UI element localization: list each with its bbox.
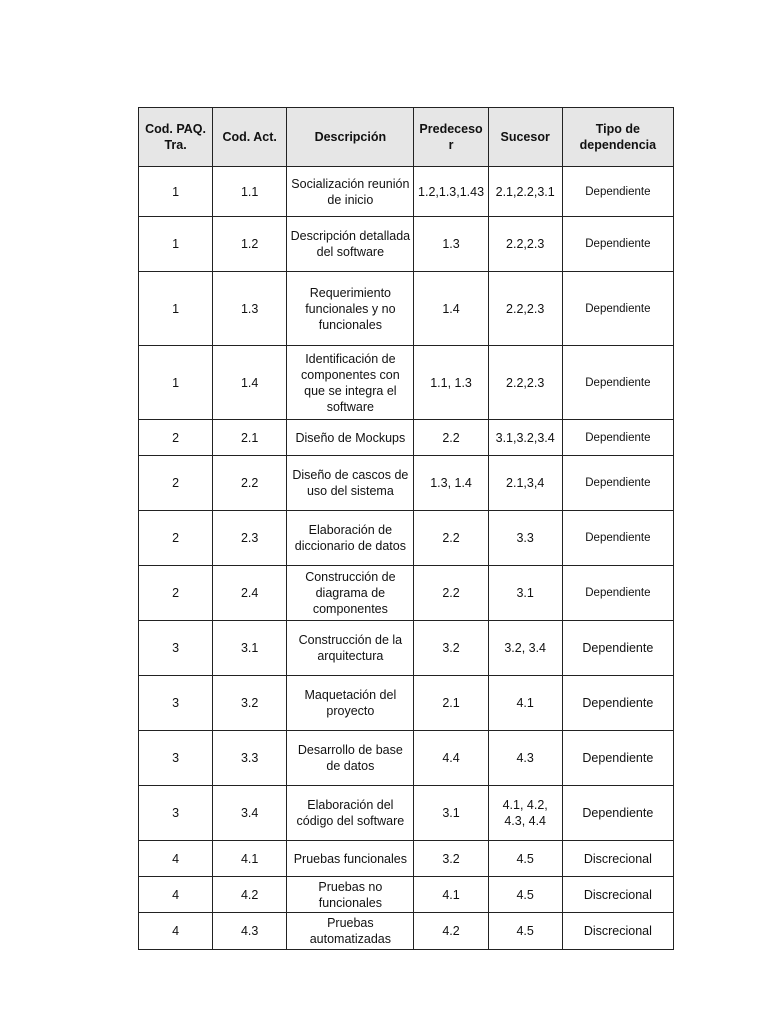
cell-sucesor: 2.1,2.2,3.1: [488, 167, 562, 217]
cell-sucesor: 2.2,2.3: [488, 272, 562, 346]
cell-tipo-dependencia: Dependiente: [562, 420, 673, 456]
cell-cod-paq: 3: [139, 731, 213, 786]
table-row: [139, 731, 674, 786]
header-sucesor: Sucesor: [488, 108, 562, 167]
cell-descripcion: Elaboración del código del software: [287, 786, 414, 841]
cell-descripcion: Socialización reunión de inicio: [287, 167, 414, 217]
cell-cod-act: 3.4: [213, 786, 287, 841]
cell-descripcion: Diseño de cascos de uso del sistema: [287, 456, 414, 511]
activities-table: [138, 107, 674, 950]
cell-cod-act: 1.2: [213, 217, 287, 272]
header-cod-act: Cod. Act.: [213, 108, 287, 167]
cell-cod-paq: 2: [139, 566, 213, 621]
cell-descripcion: Construcción de diagrama de componentes: [287, 566, 414, 621]
cell-predecesor: 1.3, 1.4: [414, 456, 488, 511]
table-row: [139, 167, 674, 217]
cell-sucesor: 2.2,2.3: [488, 217, 562, 272]
cell-sucesor: 4.1: [488, 676, 562, 731]
cell-cod-paq: 1: [139, 167, 213, 217]
cell-cod-act: 1.3: [213, 272, 287, 346]
cell-cod-act: 4.3: [213, 913, 287, 950]
cell-predecesor: 1.3: [414, 217, 488, 272]
cell-tipo-dependencia: Dependiente: [562, 511, 673, 566]
table-row: [139, 786, 674, 841]
cell-sucesor: 4.5: [488, 841, 562, 877]
cell-descripcion: Pruebas automatizadas: [287, 913, 414, 950]
cell-tipo-dependencia: Dependiente: [562, 167, 673, 217]
cell-cod-paq: 2: [139, 420, 213, 456]
table-row: [139, 841, 674, 877]
table-row: [139, 676, 674, 731]
table-header: [139, 108, 674, 167]
cell-cod-act: 3.1: [213, 621, 287, 676]
cell-tipo-dependencia: Dependiente: [562, 621, 673, 676]
cell-cod-act: 1.4: [213, 346, 287, 420]
cell-cod-act: 2.2: [213, 456, 287, 511]
cell-descripcion: Pruebas no funcionales: [287, 877, 414, 913]
cell-cod-paq: 2: [139, 511, 213, 566]
cell-cod-act: 2.3: [213, 511, 287, 566]
cell-predecesor: 4.1: [414, 877, 488, 913]
cell-descripcion: Diseño de Mockups: [287, 420, 414, 456]
cell-cod-act: 4.2: [213, 877, 287, 913]
table-row: [139, 420, 674, 456]
header-row: [139, 108, 674, 167]
cell-sucesor: 4.1, 4.2, 4.3, 4.4: [488, 786, 562, 841]
cell-tipo-dependencia: Discrecional: [562, 877, 673, 913]
cell-predecesor: 3.1: [414, 786, 488, 841]
cell-sucesor: 3.1: [488, 566, 562, 621]
cell-cod-act: 2.1: [213, 420, 287, 456]
table-row: [139, 621, 674, 676]
cell-cod-paq: 1: [139, 217, 213, 272]
table-row: [139, 456, 674, 511]
cell-descripcion: Maquetación del proyecto: [287, 676, 414, 731]
cell-sucesor: 4.5: [488, 877, 562, 913]
cell-predecesor: 3.2: [414, 621, 488, 676]
cell-descripcion: Pruebas funcionales: [287, 841, 414, 877]
cell-predecesor: 2.2: [414, 566, 488, 621]
cell-sucesor: 3.2, 3.4: [488, 621, 562, 676]
cell-cod-act: 3.2: [213, 676, 287, 731]
cell-sucesor: 3.3: [488, 511, 562, 566]
cell-descripcion: Construcción de la arquitectura: [287, 621, 414, 676]
cell-tipo-dependencia: Dependiente: [562, 786, 673, 841]
cell-cod-act: 1.1: [213, 167, 287, 217]
cell-tipo-dependencia: Dependiente: [562, 456, 673, 511]
cell-tipo-dependencia: Dependiente: [562, 731, 673, 786]
table-row: [139, 566, 674, 621]
header-cod-paq: Cod. PAQ. Tra.: [139, 108, 213, 167]
cell-sucesor: 3.1,3.2,3.4: [488, 420, 562, 456]
cell-cod-paq: 1: [139, 272, 213, 346]
cell-descripcion: Elaboración de diccionario de datos: [287, 511, 414, 566]
cell-predecesor: 2.1: [414, 676, 488, 731]
cell-sucesor: 4.3: [488, 731, 562, 786]
cell-cod-paq: 4: [139, 841, 213, 877]
cell-tipo-dependencia: Dependiente: [562, 676, 673, 731]
cell-predecesor: 1.2,1.3,1.43: [414, 167, 488, 217]
cell-cod-paq: 3: [139, 676, 213, 731]
table-body: [139, 167, 674, 950]
table-row: [139, 217, 674, 272]
cell-descripcion: Desarrollo de base de datos: [287, 731, 414, 786]
cell-cod-paq: 4: [139, 877, 213, 913]
cell-cod-paq: 1: [139, 346, 213, 420]
cell-predecesor: 2.2: [414, 511, 488, 566]
table-row: [139, 913, 674, 950]
header-tipo-dependencia: Tipo de dependencia: [562, 108, 673, 167]
cell-predecesor: 4.4: [414, 731, 488, 786]
cell-tipo-dependencia: Dependiente: [562, 566, 673, 621]
table-row: [139, 346, 674, 420]
table-row: [139, 272, 674, 346]
cell-cod-paq: 3: [139, 786, 213, 841]
cell-tipo-dependencia: Dependiente: [562, 272, 673, 346]
cell-descripcion: Requerimiento funcionales y no funcionales: [287, 272, 414, 346]
cell-cod-act: 3.3: [213, 731, 287, 786]
cell-predecesor: 2.2: [414, 420, 488, 456]
table-row: [139, 877, 674, 913]
cell-sucesor: 4.5: [488, 913, 562, 950]
cell-cod-act: 2.4: [213, 566, 287, 621]
cell-tipo-dependencia: Dependiente: [562, 217, 673, 272]
cell-cod-paq: 2: [139, 456, 213, 511]
header-descripcion: Descripción: [287, 108, 414, 167]
cell-tipo-dependencia: Discrecional: [562, 913, 673, 950]
cell-descripcion: Descripción detallada del software: [287, 217, 414, 272]
cell-predecesor: 4.2: [414, 913, 488, 950]
cell-tipo-dependencia: Discrecional: [562, 841, 673, 877]
cell-descripcion: Identificación de componentes con que se integra el software: [287, 346, 414, 420]
cell-predecesor: 1.1, 1.3: [414, 346, 488, 420]
cell-cod-paq: 3: [139, 621, 213, 676]
cell-cod-act: 4.1: [213, 841, 287, 877]
table-row: [139, 511, 674, 566]
cell-cod-paq: 4: [139, 913, 213, 950]
cell-predecesor: 3.2: [414, 841, 488, 877]
cell-sucesor: 2.1,3,4: [488, 456, 562, 511]
cell-predecesor: 1.4: [414, 272, 488, 346]
cell-sucesor: 2.2,2.3: [488, 346, 562, 420]
header-predecesor: Predeceso r: [414, 108, 488, 167]
cell-tipo-dependencia: Dependiente: [562, 346, 673, 420]
